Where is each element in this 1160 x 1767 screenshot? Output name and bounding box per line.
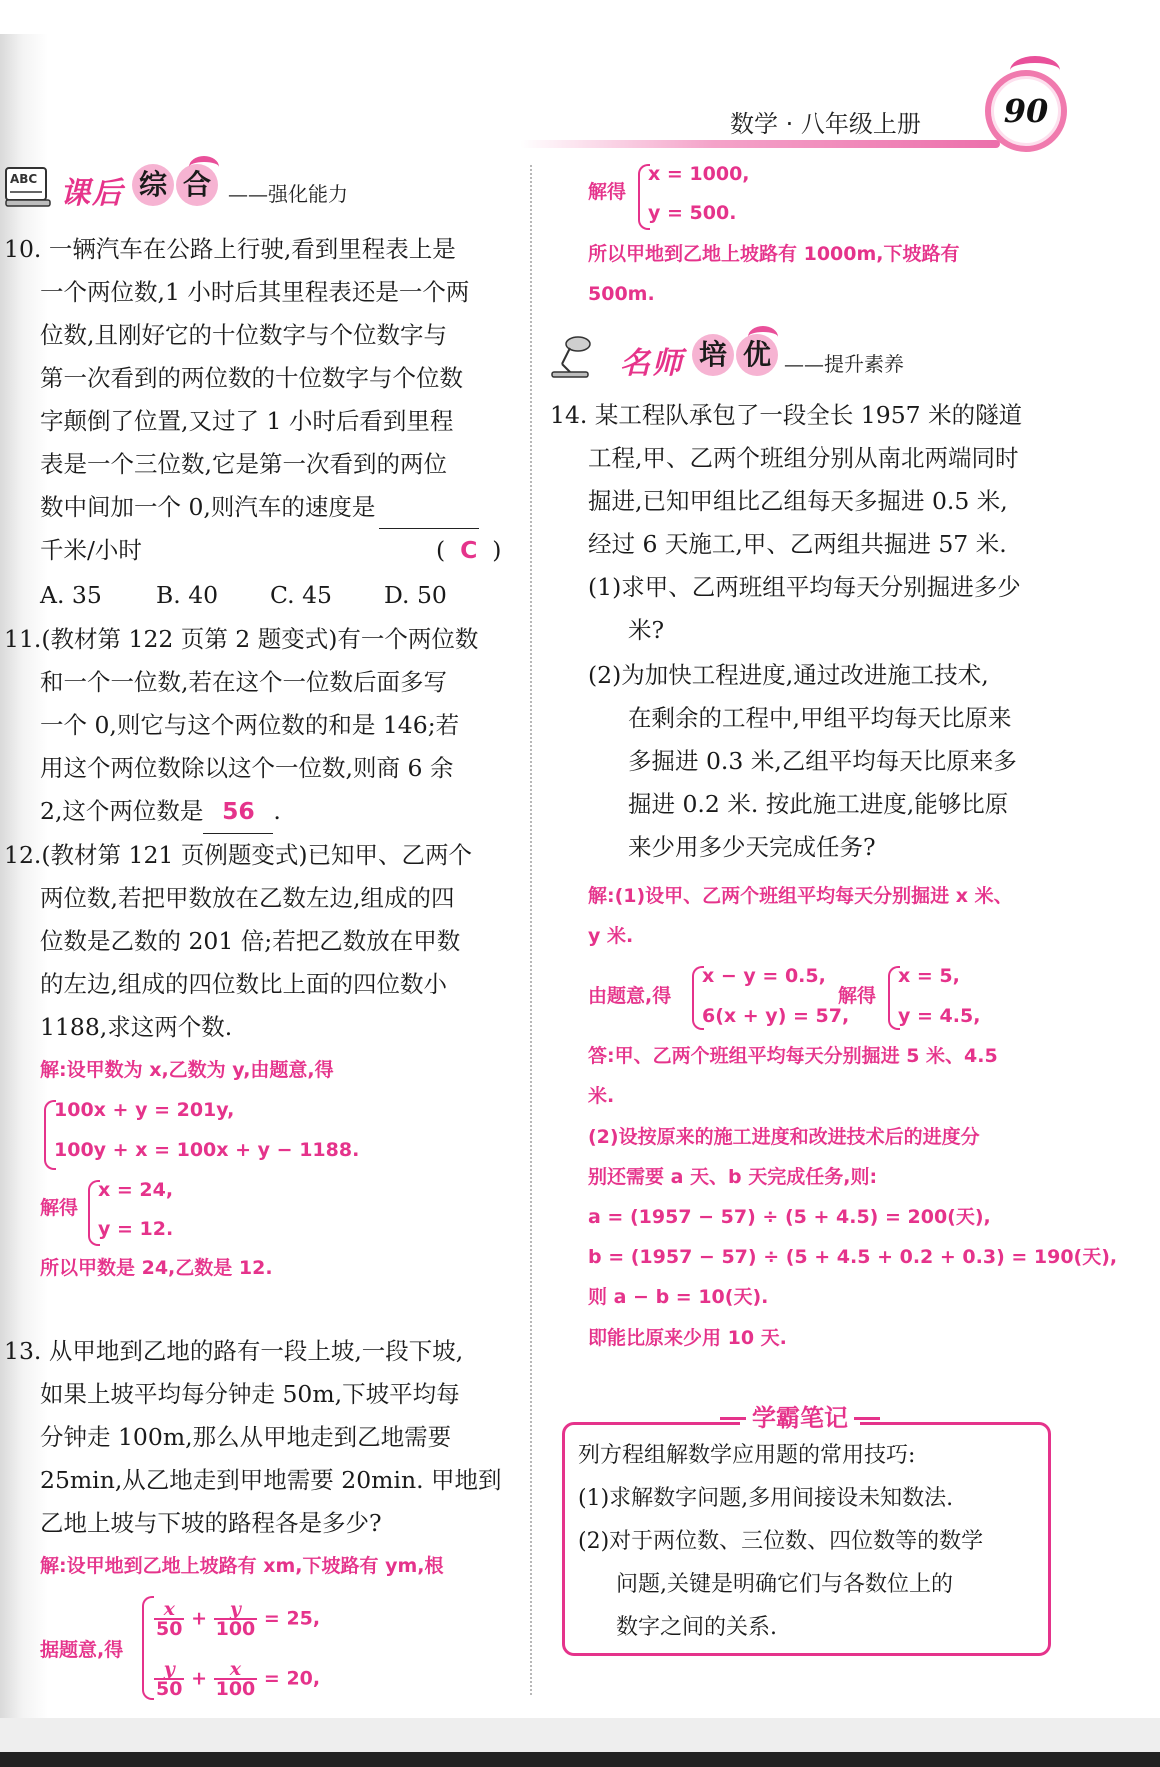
q11-line-4: 用这个两位数除以这个一位数,则商 6 余 xyxy=(40,754,454,782)
desk-lamp-icon xyxy=(548,334,596,378)
q10-line-4: 第一次看到的两位数的十位数字与个位数 xyxy=(40,364,463,392)
q14-answer-1: 答:甲、乙两个班组平均每天分别掘进 5 米、4.5 xyxy=(588,1045,998,1067)
q14-line-3: 掘进,已知甲组比乙组每天多掘进 0.5 米, xyxy=(588,487,1008,515)
book-abc-icon xyxy=(4,164,52,208)
q13-frac-y-100: $\frac{y}{100}$ xyxy=(215,1598,256,1640)
q11-answer-value: 56 xyxy=(222,797,255,825)
header-title: 数学 · 八年级上册 xyxy=(730,110,921,138)
q10-line-7-text: 数中间加一个 0,则汽车的速度是 xyxy=(40,493,376,521)
q12-solve-label: 解得 xyxy=(40,1197,79,1219)
q12-line-1: 12.(教材第 121 页例题变式)已知甲、乙两个 xyxy=(4,841,473,869)
q10-option-c: C. 45 xyxy=(270,581,332,609)
bottom-edge xyxy=(0,1752,1160,1767)
header-rule xyxy=(520,140,1000,148)
q14-eq1: x − y = 0.5, xyxy=(702,965,826,987)
note-line-2: (1)求解数字问题,多用间接设未知数法. xyxy=(578,1486,954,1511)
q13-solution-label: 据题意,得 xyxy=(40,1639,124,1661)
q13-frac-x-100: $\frac{x}{100}$ xyxy=(215,1658,256,1700)
q14-solution-1: 解:(1)设甲、乙两个班组平均每天分别掘进 x 米、 xyxy=(588,885,1013,907)
q14-final: 即能比原来少用 10 天. xyxy=(588,1327,787,1349)
q13-solution-intro: 解:设甲地到乙地上坡路有 xm,下坡路有 ym,根 xyxy=(40,1555,444,1577)
q14-answer-1b: 米. xyxy=(588,1085,615,1107)
q11-line-5-text: 2,这个两位数是 xyxy=(40,797,204,825)
q10-line-7 xyxy=(40,486,479,529)
q13-eq1: $\frac{x}{50}$ + $\frac{y}{100}$ = 25, xyxy=(156,1598,321,1640)
q12-line-3: 位数是乙数的 201 倍;若把乙数放在甲数 xyxy=(40,927,461,955)
q12-line-5: 1188,求这两个数. xyxy=(40,1013,233,1041)
section-name-part1: 课后 xyxy=(60,176,124,211)
q13-line-2: 如果上坡平均每分钟走 50m,下坡平均每 xyxy=(40,1380,460,1408)
q11-line-5 xyxy=(40,790,281,834)
q10-line-8: 千米/小时 xyxy=(40,536,142,564)
q14-line-1: 14. 某工程队承包了一段全长 1957 米的隧道 xyxy=(550,401,1023,429)
q14-res1: x = 5, xyxy=(898,965,960,987)
section-subtitle: ——强化能力 xyxy=(228,182,348,206)
q12-eq1: 100x + y = 201y, xyxy=(54,1099,235,1121)
q11-blank xyxy=(203,790,273,834)
q13-res1: x = 1000, xyxy=(648,163,750,185)
page-number-badge: 90 xyxy=(985,70,1067,152)
q11-line-3: 一个 0,则它与这个两位数的和是 146;若 xyxy=(40,711,460,739)
section-banner-master xyxy=(548,330,948,382)
book-icon-label: ABC xyxy=(10,172,38,186)
q13-brace xyxy=(142,1596,154,1700)
q13-line-1: 13. 从甲地到乙地的路有一段上坡,一段下坡, xyxy=(4,1337,464,1365)
q14-solution-label: 由题意,得 xyxy=(588,985,672,1007)
q10-line-6: 表是一个三位数,它是第一次看到的两位 xyxy=(40,450,447,478)
q14-line-2: 工程,甲、乙两个班组分别从南北两端同时 xyxy=(588,444,1019,472)
q10-line-2: 一个两位数,1 小时后其里程表还是一个两 xyxy=(40,278,470,306)
q12-res1: x = 24, xyxy=(98,1179,174,1201)
q14-line-9: 多掘进 0.3 米,乙组平均每天比原来多 xyxy=(628,747,1017,775)
column-divider xyxy=(530,165,532,1695)
q14-res2: y = 4.5, xyxy=(898,1005,981,1027)
q11-end: . xyxy=(273,797,281,825)
q14-solution-1b: y 米. xyxy=(588,925,634,947)
q14-line-10: 掘进 0.2 米. 按此施工进度,能够比原 xyxy=(628,790,1009,818)
q13-line-3: 分钟走 100m,那么从甲地走到乙地需要 xyxy=(40,1423,452,1451)
q12-line-2: 两位数,若把甲数放在乙数左边,组成的四 xyxy=(40,884,455,912)
q10-option-d: D. 50 xyxy=(384,581,447,609)
q13-line-4: 25min,从乙地走到甲地需要 20min. 甲地到 xyxy=(40,1466,502,1494)
q13-line-5: 乙地上坡与下坡的路程各是多少? xyxy=(40,1509,382,1537)
q10-line-5: 字颠倒了位置,又过了 1 小时后看到里程 xyxy=(40,407,454,435)
q10-line-1: 10. 一辆汽车在公路上行驶,看到里程表上是 xyxy=(4,235,456,263)
q13-solve-label: 解得 xyxy=(588,181,627,203)
section-name-char1: 综 xyxy=(132,164,174,206)
q14-line-6: 米? xyxy=(628,616,665,644)
q10-line-3: 位数,且刚好它的十位数字与个位数字与 xyxy=(40,321,447,349)
q14-solution-2: (2)设按原来的施工进度和改进技术后的进度分 xyxy=(588,1126,980,1148)
q13-res2: y = 500. xyxy=(648,202,737,224)
q12-line-4: 的左边,组成的四位数比上面的四位数小 xyxy=(40,970,447,998)
q14-eq2: 6(x + y) = 57, xyxy=(702,1005,850,1027)
section-name-char2: 合 xyxy=(176,164,218,206)
note-line-4: 问题,关键是明确它们与各数位上的 xyxy=(616,1572,953,1597)
q12-eq2: 100y + x = 100x + y − 1188. xyxy=(54,1139,360,1161)
section-subtitle: ——提升素养 xyxy=(784,352,904,376)
q14-solution-2b: 别还需要 a 天、b 天完成任务,则: xyxy=(588,1166,878,1188)
note-line-1: 列方程组解数学应用题的常用技巧: xyxy=(578,1443,916,1468)
q13-conclusion-2: 500m. xyxy=(588,283,655,305)
q14-line-5: (1)求甲、乙两班组平均每天分别掘进多少 xyxy=(588,573,1021,601)
q13-frac-x-50: $\frac{x}{50}$ xyxy=(156,1598,183,1640)
banner-swoosh-icon xyxy=(189,156,219,178)
section-name-char1: 培 xyxy=(692,334,734,376)
q12-res2: y = 12. xyxy=(98,1218,174,1240)
study-note-title: 学霸笔记 xyxy=(740,1400,860,1436)
q14-line-8: 在剩余的工程中,甲组平均每天比原来 xyxy=(628,704,1012,732)
section-name-part1: 名师 xyxy=(620,346,684,381)
q12-solution-intro: 解:设甲数为 x,乙数为 y,由题意,得 xyxy=(40,1059,334,1081)
q12-conclusion: 所以甲数是 24,乙数是 12. xyxy=(40,1257,273,1279)
section-name-char2: 优 xyxy=(736,334,778,376)
q11-line-2: 和一个一位数,若在这个一位数后面多写 xyxy=(40,668,447,696)
q14-line-11: 来少用多少天完成任务? xyxy=(628,833,876,861)
q11-line-1: 11.(教材第 122 页第 2 题变式)有一个两位数 xyxy=(4,625,479,653)
section-banner-after-class xyxy=(4,160,384,212)
q14-calc-diff: 则 a − b = 10(天). xyxy=(588,1286,769,1308)
q10-option-b: B. 40 xyxy=(156,581,219,609)
q13-frac-y-50: $\frac{y}{50}$ xyxy=(156,1658,183,1700)
q13-conclusion-1: 所以甲地到乙地上坡路有 1000m,下坡路有 xyxy=(588,243,960,265)
q14-line-7: (2)为加快工程进度,通过改进施工技术, xyxy=(588,661,989,689)
banner-swoosh-icon xyxy=(748,326,778,348)
q14-calc-a: a = (1957 − 57) ÷ (5 + 4.5) = 200(天), xyxy=(588,1206,991,1228)
q10-option-a: A. 35 xyxy=(40,581,102,609)
q14-line-4: 经过 6 天施工,甲、乙两组共掘进 57 米. xyxy=(588,530,1007,558)
note-line-3: (2)对于两位数、三位数、四位数等的数学 xyxy=(578,1529,984,1554)
q13-eq2: $\frac{y}{50}$ + $\frac{x}{100}$ = 20, xyxy=(156,1658,321,1700)
note-line-5: 数字之间的关系. xyxy=(616,1615,777,1640)
q14-solve-label: 解得 xyxy=(838,985,877,1007)
top-margin xyxy=(0,0,1160,34)
q10-answer-value: C xyxy=(460,536,478,564)
q14-calc-b: b = (1957 − 57) ÷ (5 + 4.5 + 0.2 + 0.3) = 190(天), xyxy=(588,1246,1118,1268)
q10-blank xyxy=(379,498,479,529)
q10-answer: ( C ) xyxy=(436,536,502,564)
